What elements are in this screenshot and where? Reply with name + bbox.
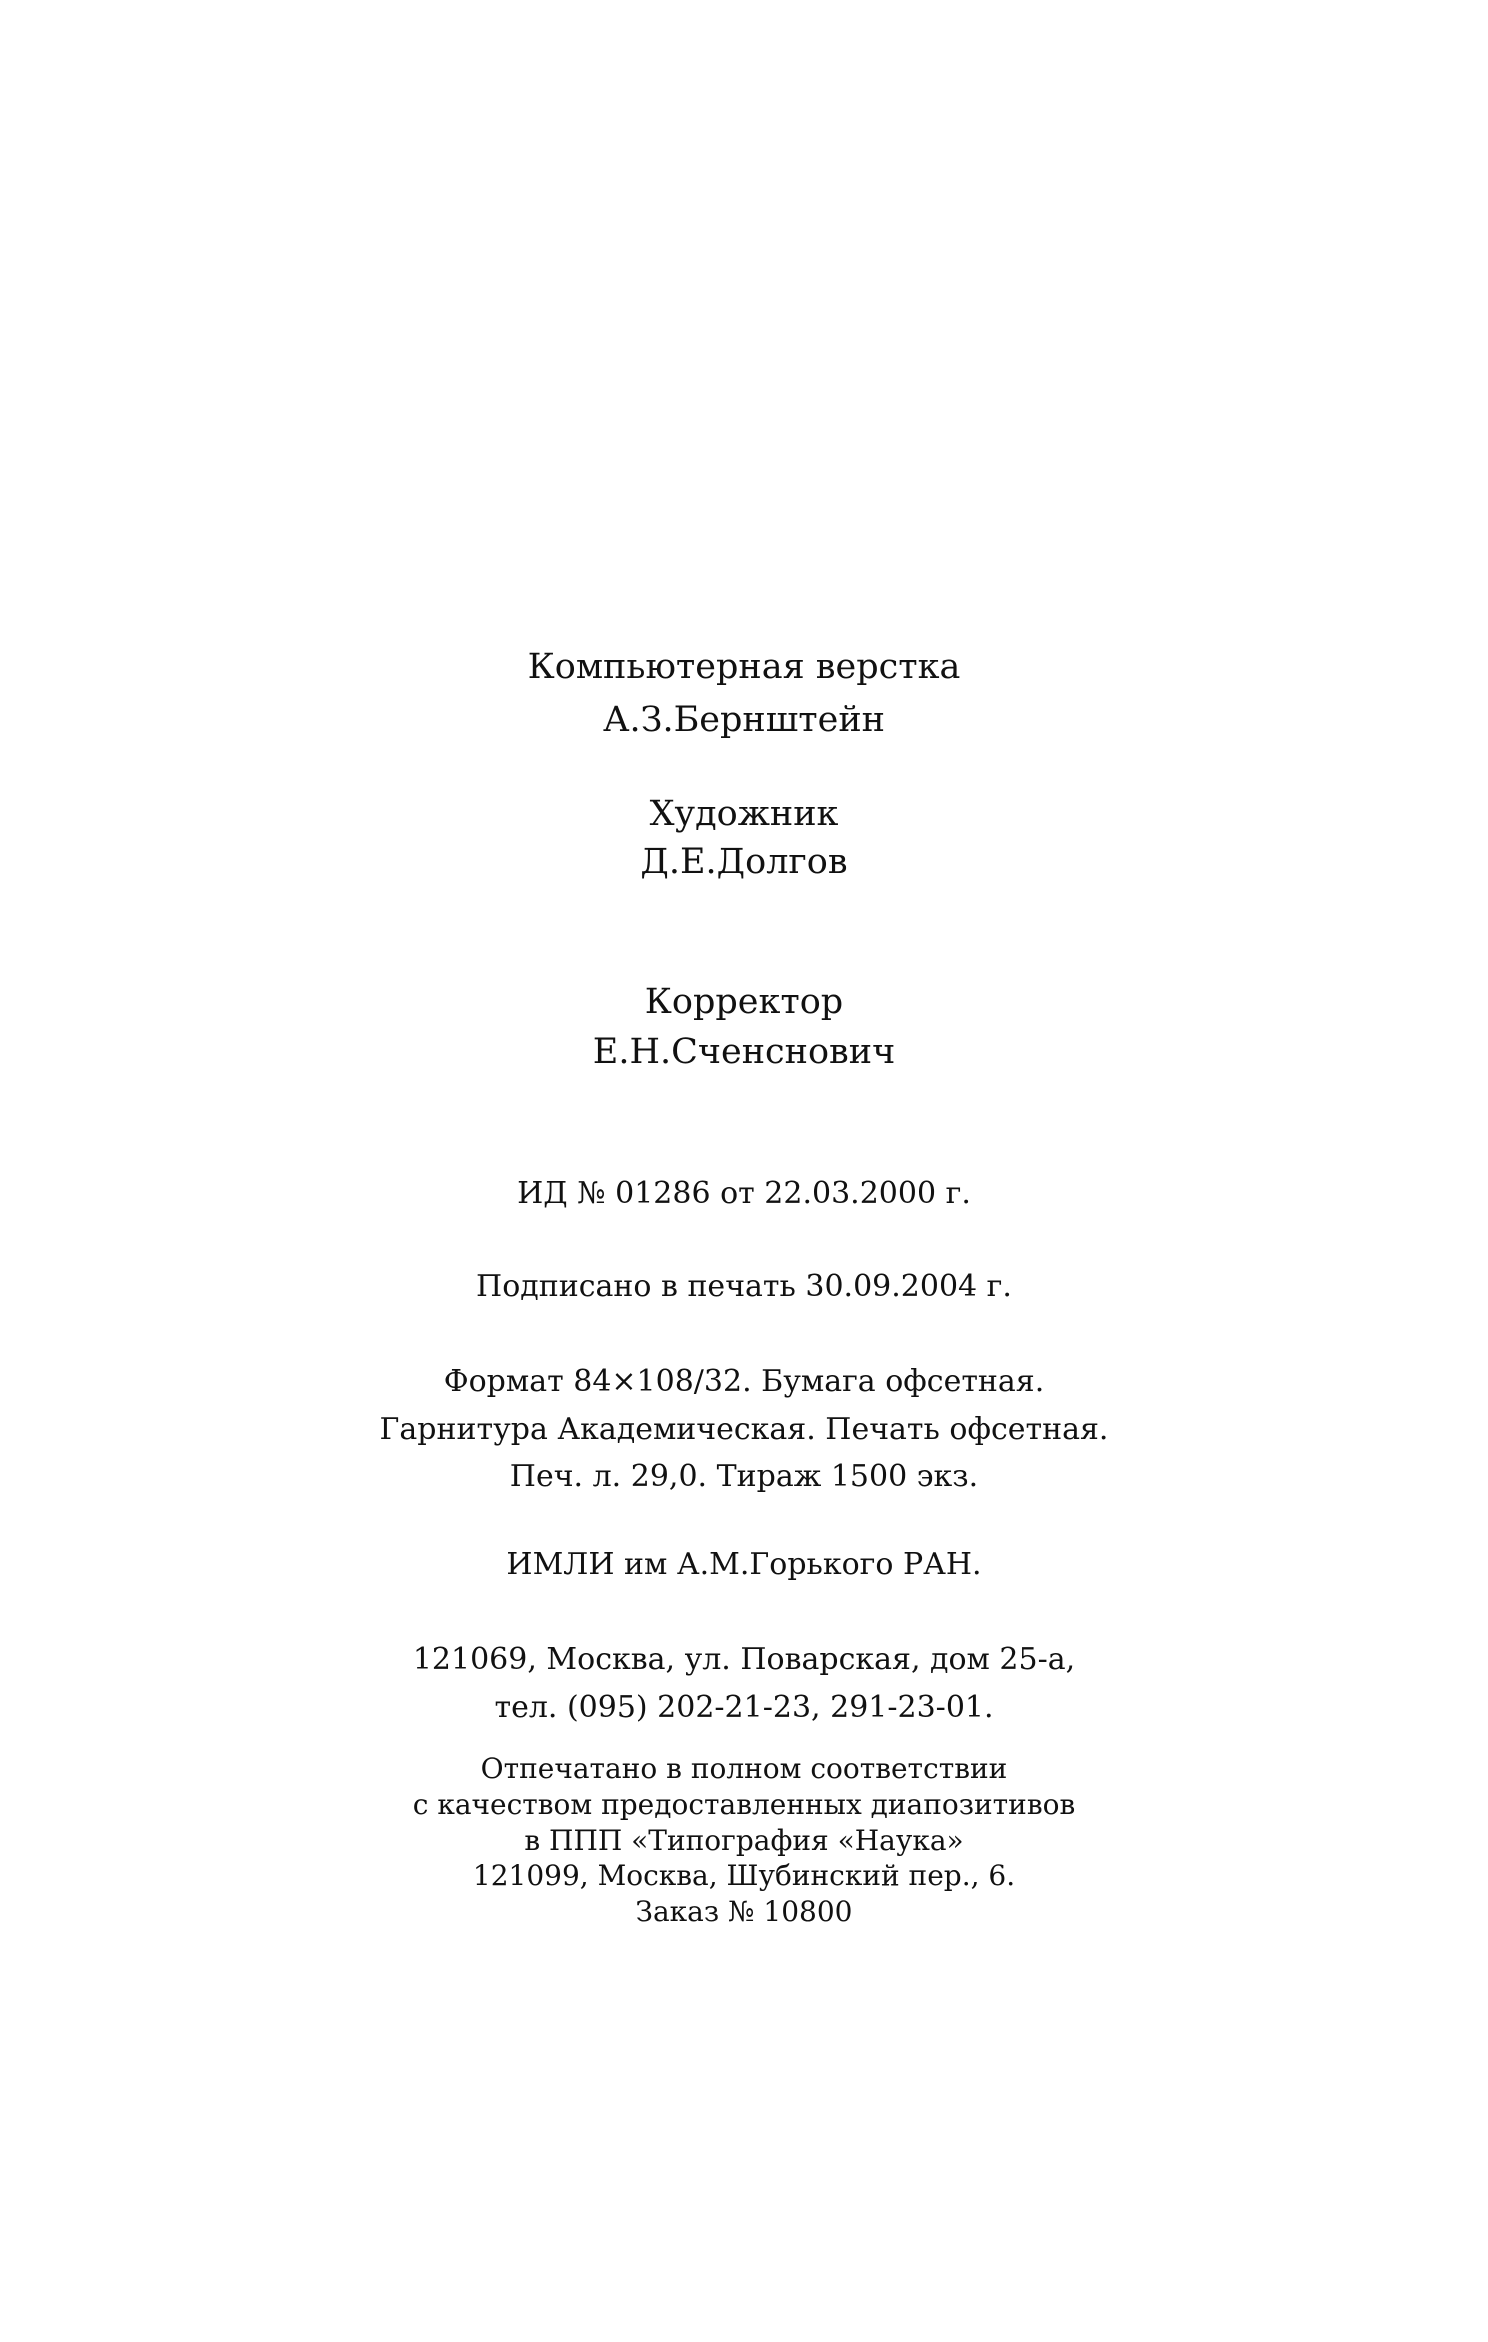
license-number: ИД № 01286 от 22.03.2000 г. <box>517 1176 971 1211</box>
order-number: Заказ № 10800 <box>635 1895 853 1928</box>
sheets-line: Печ. л. 29,0. Тираж 1500 экз. <box>509 1459 979 1494</box>
address-line: 121069, Москва, ул. Поварская, дом 25-а, <box>412 1642 1076 1677</box>
proofreader-role: Корректор <box>644 982 844 1022</box>
typeface-line: Гарнитура Академическая. Печать офсетная. <box>379 1412 1109 1447</box>
artist-name: Д.Е.Долгов <box>640 842 848 882</box>
printing-line-4: 121099, Москва, Шубинский пер., 6. <box>472 1859 1016 1892</box>
format-line: Формат 84×108/32. Бумага офсетная. <box>443 1364 1045 1399</box>
layout-name: А.З.Бернштейн <box>603 700 885 740</box>
proofreader-name: Е.Н.Сченснович <box>592 1032 896 1072</box>
signed-date: Подписано в печать 30.09.2004 г. <box>476 1269 1012 1304</box>
printing-line-3: в ППП «Типография «Наука» <box>524 1824 964 1857</box>
phone-line: тел. (095) 202-21-23, 291-23-01. <box>494 1690 994 1725</box>
layout-role: Компьютерная верстка <box>527 647 961 687</box>
publisher-line: ИМЛИ им А.М.Горького РАН. <box>506 1547 982 1582</box>
printing-line-1: Отпечатано в полном соответствии <box>480 1752 1008 1785</box>
artist-role: Художник <box>649 794 839 834</box>
printing-line-2: с качеством предоставленных диапозитивов <box>412 1788 1076 1821</box>
